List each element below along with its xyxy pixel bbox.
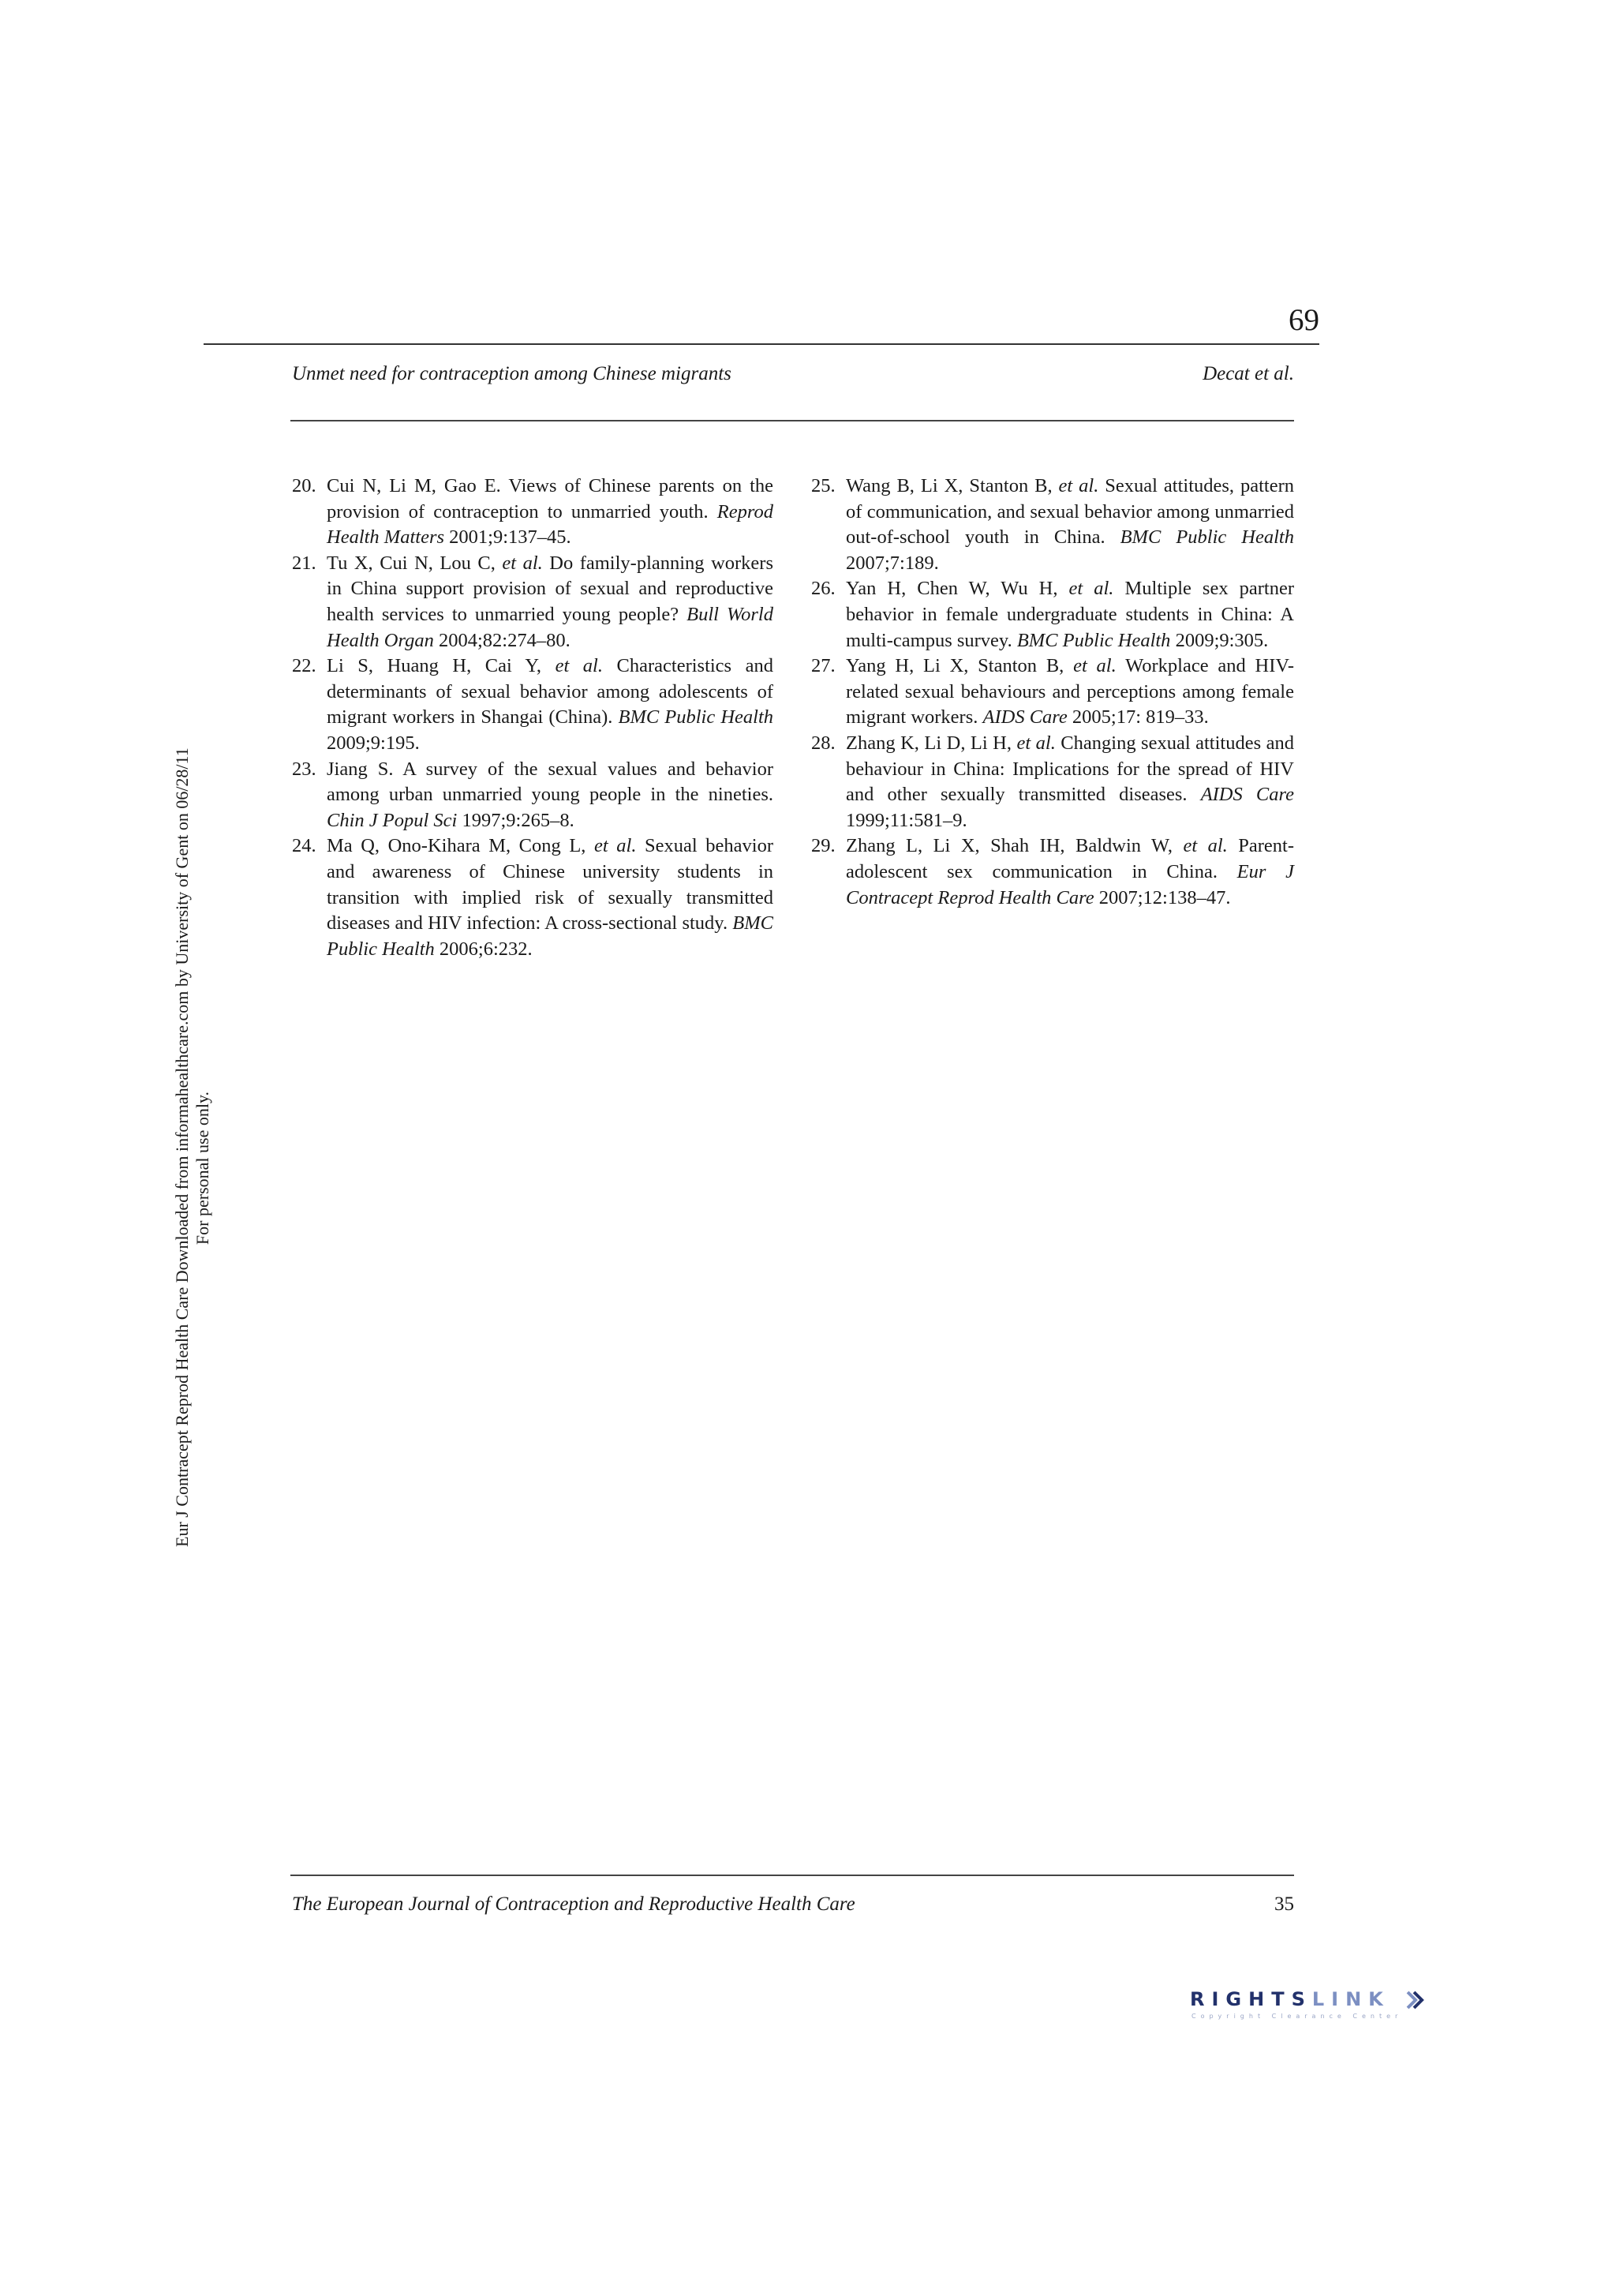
reference-text: 2005;17: 819–33. [1067, 706, 1209, 729]
reference-text: 2004;82:274–80. [433, 629, 570, 651]
reference-number: 26. [811, 578, 836, 600]
reference-text: Ma Q, Ono-Kihara M, Cong L, [327, 835, 595, 857]
reference-source-italic: BMC Public Health [618, 706, 773, 729]
footer-page-number: 35 [1274, 1893, 1294, 1915]
reference-text: 2001;9:137–45. [444, 526, 571, 549]
reference-text: Tu X, Cui N, Lou C, [327, 552, 503, 574]
rightslink-arrow-icon [1405, 1990, 1425, 2010]
references-right-column [811, 474, 1294, 911]
running-head-title: Unmet need for contraception among Chinese migrants [292, 363, 731, 384]
reference-number: 23. [292, 758, 316, 780]
top-rule [204, 343, 1319, 345]
reference-text: Zhang K, Li D, Li H, [846, 732, 1017, 754]
reference-text: 2006;6:232. [434, 938, 533, 960]
reference-text: Jiang S. A survey of the sexual values and behavior among urban unmarried young people in the nineties. [327, 758, 773, 806]
watermark-line-1: Eur J Contracept Reprod Health Care Downloaded from informahealthcare.com by University of Gent on 06/28/11 [172, 747, 192, 1547]
running-head-authors: Decat et al. [1203, 363, 1294, 384]
reference-text: 2009;9:305. [1170, 629, 1269, 651]
reference-source-italic: Bull World Health Organ [327, 603, 773, 651]
reference-number: 24. [292, 835, 316, 857]
reference-item [811, 833, 1294, 911]
reference-text: Wang B, Li X, Stanton B, [846, 475, 1059, 496]
reference-number: 28. [811, 732, 836, 754]
reference-text: Sexual attitudes, pattern of communication, and sexual behavior among unmarried out-of-school youth in China. [846, 475, 1294, 549]
reference-number: 29. [811, 835, 836, 857]
reference-source-italic: et al. [555, 655, 603, 677]
reference-item [292, 654, 773, 756]
reference-text: Sexual behavior and awareness of Chinese university students in transition with implied risk of sexually transmitted diseases and HIV infection: A cross-sectional study. [327, 835, 773, 935]
reference-text: Characteristics and determinants of sexual behavior among adolescents of migrant workers in Shangai (China). [327, 655, 773, 729]
footer-journal-name: The European Journal of Contraception and Reproductive Health Care [292, 1893, 855, 1915]
reference-item [292, 474, 773, 551]
rightslink-wordmark [1190, 1987, 1390, 2011]
reference-text: 1999;11:581–9. [846, 809, 967, 831]
rightslink-tagline: Copyright Clearance Center [1191, 2013, 1403, 2020]
reference-source-italic: et al. [1016, 732, 1056, 754]
reference-source-italic: et al. [1058, 475, 1099, 496]
reference-source-italic: et al. [1073, 655, 1117, 677]
reference-text: Changing sexual attitudes and behaviour in China: Implications for the spread of HIV and other sexually transmitted diseases. [846, 732, 1294, 806]
watermark-line-2: For personal use only. [193, 1091, 212, 1245]
reference-text: Zhang L, Li X, Shah IH, Baldwin W, [846, 835, 1184, 857]
reference-text: Workplace and HIV-related sexual behaviours and perceptions among female migrant workers. [846, 655, 1294, 729]
reference-source-italic: BMC Public Health [1016, 629, 1171, 651]
reference-number: 20. [292, 475, 316, 496]
reference-source-italic: et al. [502, 552, 543, 574]
reference-item [811, 731, 1294, 833]
reference-source-italic: BMC Public Health [1120, 526, 1294, 549]
header-divider [290, 420, 1294, 421]
reference-source-italic: et al. [1183, 835, 1228, 857]
reference-text: 2007;12:138–47. [1094, 886, 1231, 908]
reference-item [292, 833, 773, 962]
reference-source-italic: BMC Public Health [327, 912, 773, 960]
reference-text: Cui N, Li M, Gao E. Views of Chinese parents on the provision of contraception to unmarried youth. [327, 475, 773, 522]
rightslink-rights: RIGHTS [1190, 1988, 1312, 2010]
reference-text: Parent-adolescent sex communication in China. [846, 835, 1295, 882]
reference-item [811, 654, 1294, 731]
reference-text: 2007;7:189. [846, 552, 939, 574]
rightslink-link: LINK [1311, 1988, 1390, 2010]
reference-item [292, 551, 773, 654]
rightslink-logo[interactable] [1190, 1987, 1427, 2027]
reference-source-italic: Chin J Popul Sci [327, 809, 458, 831]
reference-source-italic: AIDS Care [982, 706, 1068, 729]
reference-text: Li S, Huang H, Cai Y, [327, 655, 556, 677]
reference-text: Multiple sex partner behavior in female undergraduate students in China: A multi-campus survey. [846, 578, 1294, 651]
reference-number: 27. [811, 655, 836, 677]
reference-source-italic: Reprod Health Matters [327, 500, 773, 549]
reference-text: Yang H, Li X, Stanton B, [846, 655, 1074, 677]
reference-item [811, 576, 1294, 654]
reference-source-italic: et al. [594, 835, 637, 857]
references-left-column [292, 474, 773, 962]
reference-item [811, 474, 1294, 576]
download-watermark [172, 747, 235, 1547]
footer-divider [290, 1875, 1294, 1876]
reference-number: 21. [292, 552, 316, 574]
reference-source-italic: Eur J Contracept Reprod Health Care [846, 860, 1294, 908]
reference-source-italic: AIDS Care [1200, 784, 1294, 806]
reference-source-italic: et al. [1068, 578, 1114, 600]
reference-number: 25. [811, 475, 836, 496]
reference-text: 2009;9:195. [327, 732, 420, 754]
page-number: 69 [1289, 303, 1319, 337]
reference-text: Yan H, Chen W, Wu H, [846, 578, 1069, 600]
reference-text: 1997;9:265–8. [457, 809, 574, 831]
reference-item [292, 757, 773, 834]
reference-number: 22. [292, 655, 316, 677]
reference-text: Do family-planning workers in China support provision of sexual and reproductive health services to unmarried young people? [327, 552, 773, 625]
